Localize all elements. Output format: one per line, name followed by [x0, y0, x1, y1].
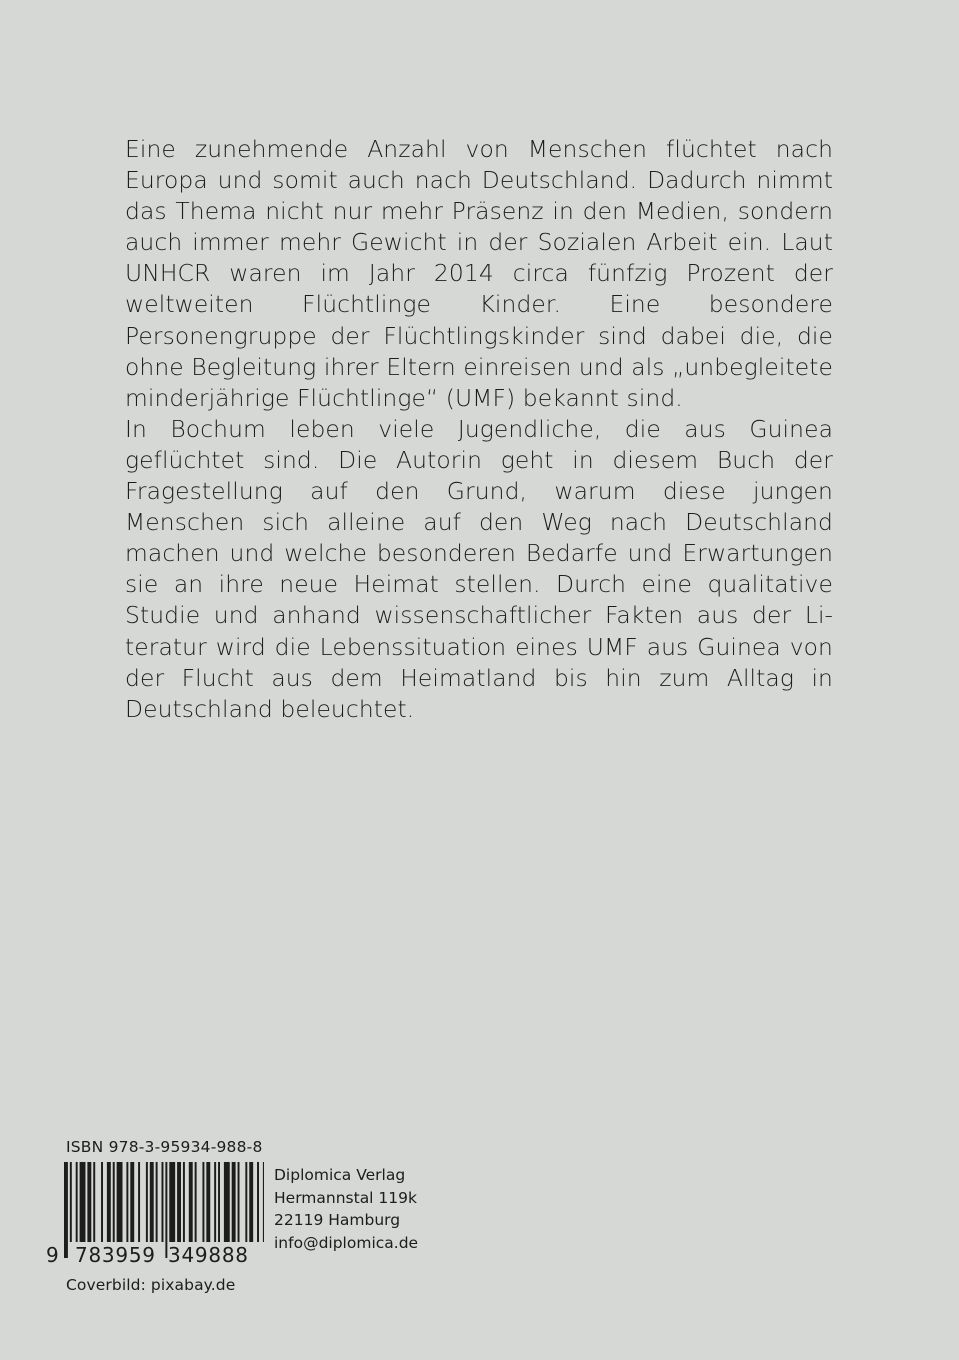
- barcode-bar: [162, 1162, 164, 1242]
- barcode-bar: [169, 1162, 175, 1242]
- barcode-bar: [87, 1162, 91, 1242]
- isbn-label: ISBN 978-3-95934-988-8: [66, 1138, 263, 1156]
- barcode-bar: [138, 1162, 140, 1242]
- barcode-bar: [214, 1162, 216, 1242]
- barcode-bar: [245, 1162, 247, 1242]
- barcode-bar: [183, 1162, 185, 1242]
- barcode-bar: [224, 1162, 230, 1242]
- back-cover-blurb: [125, 134, 833, 725]
- barcode-bar: [189, 1162, 193, 1242]
- barcode-left-digits: 783959: [75, 1243, 155, 1267]
- barcode-bar: [177, 1162, 181, 1242]
- publisher-email: info@diplomica.de: [274, 1233, 419, 1252]
- barcode-lead-digit: 9: [46, 1243, 59, 1267]
- barcode-bar: [238, 1162, 240, 1242]
- publisher-address: [274, 1164, 418, 1254]
- barcode-bar: [101, 1162, 103, 1242]
- barcode-bar: [202, 1162, 204, 1242]
- barcode-bar: [218, 1162, 220, 1242]
- barcode-bar: [249, 1162, 253, 1242]
- publisher-city: 22119 Hamburg: [274, 1211, 401, 1229]
- barcode-bar: [113, 1162, 115, 1242]
- publisher-street: Hermannstal 119k: [274, 1188, 417, 1207]
- blurb-paragraph-2: In Bochum leben viele Jugendliche, die aus Guinea geflüchtet sind. Die Autorin geht in diesem Buch der Fragestellung auf den Grund, warum diese jungen Menschen sich alleine auf den Weg nach Deutschland machen und welche besonderen Bedarfe und Erwartungen sie an ihre neue Heimat stellen. Durch eine qualitative Studie und anhand wissenschaftlicher Fakten aus der Literatur wird die Lebenssituation eines UMF aus Guinea von der Flucht aus dem Heimatland bis hin zum Alltag in Deutschland beleuchtet.: [125, 414, 833, 723]
- barcode-bar: [257, 1162, 259, 1242]
- barcode-bar: [70, 1162, 72, 1242]
- barcode-right-digits: 349888: [168, 1243, 248, 1267]
- publisher-name: Diplomica Verlag: [274, 1166, 406, 1184]
- isbn-barcode: [44, 1162, 264, 1268]
- blurb-paragraph-1: Eine zunehmende Anzahl von Menschen flüchtet nach Europa und somit auch nach Deutschland. Dadurch nimmt das Thema nicht nur mehr Präsenz in den Medien, sondern auch immer mehr Gewicht in der Sozialen Arbeit ein. Laut UNHCR waren im Jahr 2014 circa fünfzig Prozent der weltweiten Flüchtlinge Kinder. Eine besondere Personengruppe der Flüchtlingskinder sind dabei die, die ohne Begleitung ihrer Eltern einreisen und als „unbegleitete minderjährige Flüchtlinge“ (UMF) bekannt sind.: [125, 135, 833, 412]
- barcode-bar: [93, 1162, 95, 1242]
- barcode-bar: [195, 1162, 197, 1242]
- barcode-bar: [156, 1162, 158, 1242]
- barcode-bar: [64, 1162, 68, 1258]
- barcode-bar: [150, 1162, 154, 1242]
- barcode-bar: [146, 1162, 148, 1242]
- barcode-bar: [130, 1162, 134, 1242]
- barcode-bar: [206, 1162, 210, 1242]
- barcode-bar: [263, 1162, 264, 1242]
- cover-image-credit: Coverbild: pixabay.de: [66, 1276, 236, 1294]
- barcode-bar: [80, 1162, 86, 1242]
- barcode-bar: [232, 1162, 236, 1242]
- barcode-bar: [76, 1162, 78, 1242]
- barcode-bar: [107, 1162, 111, 1242]
- barcode-bar: [117, 1162, 123, 1242]
- barcode-bar: [126, 1162, 128, 1242]
